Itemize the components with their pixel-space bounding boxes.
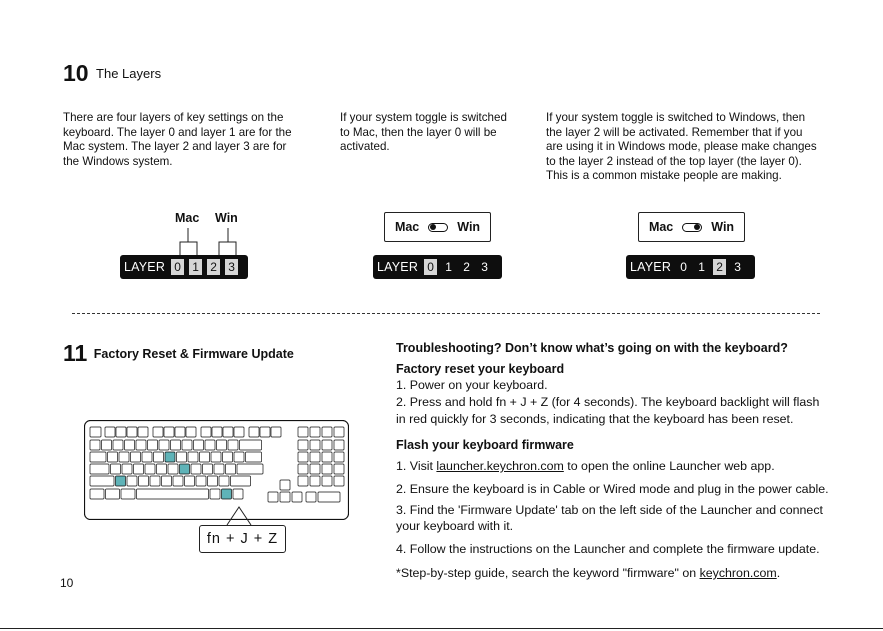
keycap: [90, 452, 106, 462]
layer-3: 3: [225, 259, 238, 275]
flash-step-3: 3. Find the 'Firmware Update' tab on the left side of the Launcher and connect: [396, 503, 823, 517]
keycap: [111, 464, 121, 474]
keycap: [127, 427, 137, 437]
win-toggle-paragraph: [546, 111, 817, 184]
keycap: [334, 452, 344, 462]
keycap: [122, 464, 132, 474]
keycap: [217, 440, 227, 450]
keycap: [322, 440, 332, 450]
mac-toggle-paragraph: [340, 111, 507, 155]
text-line: the layer 2 will be activated. Remember that if you: [546, 125, 803, 139]
keycap: [205, 440, 215, 450]
toggle-switch-icon: [428, 223, 448, 232]
keycap: [125, 440, 135, 450]
text-line: to the layer 2 instead of the top layer (the layer 0).: [546, 154, 802, 168]
keycap: [222, 489, 232, 499]
section-divider: [72, 313, 820, 314]
keycap: [90, 489, 104, 499]
section-number: 10: [63, 60, 89, 86]
keycap: [121, 489, 135, 499]
keycap: [116, 476, 126, 486]
text: 1. Visit: [396, 459, 437, 473]
layer-bar-mac: [373, 255, 502, 279]
flash-step-4: 4. Follow the instructions on the Launcher and complete the firmware update.: [396, 542, 820, 556]
text: .: [776, 566, 781, 580]
keycap: [157, 464, 167, 474]
keycap: [240, 440, 262, 450]
keycap: [127, 476, 137, 486]
keycap: [108, 452, 118, 462]
keycap: [153, 427, 163, 437]
keycap: [322, 427, 332, 437]
keycap: [233, 489, 243, 499]
flash-step-1: [396, 459, 775, 473]
keycap: [298, 476, 308, 486]
keycap: [171, 440, 181, 450]
section-number: 11: [63, 340, 88, 366]
keycap: [154, 452, 164, 462]
callout-pointer: [225, 505, 265, 527]
layer-3: 3: [481, 260, 488, 274]
keycap: [228, 440, 238, 450]
keycap: [196, 476, 206, 486]
keycap: [212, 427, 222, 437]
win-label: Win: [215, 211, 238, 225]
keycap: [131, 452, 141, 462]
text-line: Mac system. The layer 2 and layer 3 are for: [63, 140, 287, 154]
keycap: [292, 492, 302, 502]
keycap: [134, 464, 144, 474]
keycap: [334, 440, 344, 450]
layer-2: 2: [713, 259, 726, 275]
keycap: [237, 464, 263, 474]
layer-3: 3: [734, 260, 741, 274]
keycap: [165, 452, 175, 462]
keycap: [322, 464, 332, 474]
keycap: [298, 440, 308, 450]
text-line: are using it in Windows mode, please make changes: [546, 140, 817, 154]
flash-firmware-heading: Flash your keyboard firmware: [396, 438, 574, 452]
keycap: [249, 427, 259, 437]
keycap: [234, 452, 244, 462]
section-10-heading: [63, 60, 161, 87]
keycap: [136, 440, 146, 450]
keycap: [298, 452, 308, 462]
text-line: If your system toggle is switched to Windows, then: [546, 111, 806, 124]
keycap: [175, 427, 185, 437]
keycap: [208, 476, 218, 486]
layers-intro-paragraph: [63, 111, 292, 169]
layer-0: 0: [171, 259, 184, 275]
toggle-switch-icon: [682, 223, 702, 232]
page-number: 10: [60, 576, 74, 590]
page-bottom-rule: [0, 628, 883, 629]
factory-reset-heading: Factory reset your keyboard: [396, 362, 565, 376]
keycap: [138, 427, 148, 437]
keycap: [177, 452, 187, 462]
keycap: [90, 440, 100, 450]
layer-1: 1: [189, 259, 202, 275]
keycap: [105, 427, 115, 437]
layer-label: LAYER: [124, 260, 166, 274]
keycap: [139, 476, 149, 486]
keycap: [203, 464, 213, 474]
keycap: [180, 464, 190, 474]
win-label: Win: [457, 220, 481, 234]
keycap: [223, 452, 233, 462]
keycap: [223, 427, 233, 437]
keycap: [137, 489, 209, 499]
layer-0: 0: [680, 260, 687, 274]
keycap: [186, 427, 196, 437]
text-line: keyboard. The layer 0 and layer 1 are for the: [63, 125, 292, 139]
mac-label: Mac: [648, 220, 674, 234]
keycap: [268, 492, 278, 502]
mac-label: Mac: [175, 211, 200, 225]
keycap: [214, 464, 224, 474]
section-title: The Layers: [96, 66, 162, 81]
keycap: [318, 492, 340, 502]
keycap: [322, 476, 332, 486]
keycap: [246, 452, 262, 462]
text-line: the Windows system.: [63, 154, 173, 168]
text-line: activated.: [340, 140, 390, 154]
layer-bar-all: [120, 255, 248, 279]
key-combo-box: fn + J + Z: [199, 525, 286, 553]
keycap: [90, 476, 114, 486]
text-line: If your system toggle is switched: [340, 111, 507, 124]
keycap: [102, 440, 112, 450]
keycap: [334, 476, 344, 486]
keycap: [191, 464, 201, 474]
keycap: [226, 464, 236, 474]
keycap: [310, 440, 320, 450]
flash-step-2: 2. Ensure the keyboard is in Cable or Wired mode and plug in the power cable.: [396, 482, 829, 496]
keycap: [200, 452, 210, 462]
layer-1: 1: [698, 260, 705, 274]
keycap: [119, 452, 129, 462]
layer-1: 1: [445, 260, 452, 274]
keycap: [142, 452, 152, 462]
keycap: [210, 489, 220, 499]
keycap: [188, 452, 198, 462]
keycap: [164, 427, 174, 437]
keycap: [306, 492, 316, 502]
keycap: [106, 489, 120, 499]
keycap: [260, 427, 270, 437]
keycap: [334, 464, 344, 474]
keycap: [168, 464, 178, 474]
keycap: [322, 452, 332, 462]
layer-2: 2: [207, 259, 220, 275]
keycap: [173, 476, 183, 486]
keycap: [194, 440, 204, 450]
launcher-link[interactable]: launcher.keychron.com: [436, 459, 564, 473]
keycap: [182, 440, 192, 450]
flash-step-3-cont: your keyboard with it.: [396, 519, 514, 533]
keycap: [231, 476, 251, 486]
keycap: [148, 440, 158, 450]
keycap: [185, 476, 195, 486]
keycap: [150, 476, 160, 486]
keycap: [298, 427, 308, 437]
system-toggle-win: [638, 212, 745, 242]
keycap: [201, 427, 211, 437]
section-11-heading: [63, 340, 294, 367]
keycap: [145, 464, 155, 474]
keycap: [310, 427, 320, 437]
layer-label: LAYER: [630, 260, 672, 274]
keycap: [298, 464, 308, 474]
keycap: [280, 480, 290, 490]
keycap: [211, 452, 221, 462]
keycap: [113, 440, 123, 450]
win-label: Win: [711, 220, 735, 234]
troubleshooting-heading: Troubleshooting? Don’t know what’s going on with the keyboard?: [396, 341, 788, 355]
keychron-link[interactable]: keychron.com: [699, 566, 777, 580]
keycap: [90, 427, 101, 437]
keycap: [280, 492, 290, 502]
layer-bracket-lines: [170, 226, 250, 256]
mac-label: Mac: [394, 220, 420, 234]
keycap: [310, 452, 320, 462]
layer-0: 0: [424, 259, 437, 275]
factory-reset-step-1: 1. Power on your keyboard.: [396, 378, 548, 392]
factory-reset-step-2-cont: in red quickly for 3 seconds, indicating that the keyboard has been reset.: [396, 412, 794, 426]
keycap: [271, 427, 281, 437]
keycap: [234, 427, 244, 437]
keycap: [162, 476, 172, 486]
keycap: [219, 476, 229, 486]
keycap: [159, 440, 169, 450]
text-line: There are four layers of key settings on the: [63, 111, 284, 124]
text: to open the online Launcher web app.: [563, 459, 775, 473]
layer-label: LAYER: [377, 260, 419, 274]
text-line: to Mac, then the layer 0 will be: [340, 125, 497, 139]
section-title: Factory Reset & Firmware Update: [93, 347, 294, 361]
text: *Step-by-step guide, search the keyword "firmware" on: [396, 566, 700, 580]
step-guide-note: [396, 566, 780, 580]
keycap: [334, 427, 344, 437]
keycap: [310, 464, 320, 474]
keyboard-illustration: [84, 420, 349, 520]
keycap: [90, 464, 109, 474]
keycap: [116, 427, 126, 437]
system-toggle-mac: [384, 212, 491, 242]
layer-2: 2: [463, 260, 470, 274]
text-line: This is a common mistake people are making.: [546, 169, 782, 183]
keycap: [310, 476, 320, 486]
factory-reset-step-2: 2. Press and hold fn + J + Z (for 4 seconds). The keyboard backlight will flash: [396, 395, 820, 409]
layer-bar-win: [626, 255, 755, 279]
